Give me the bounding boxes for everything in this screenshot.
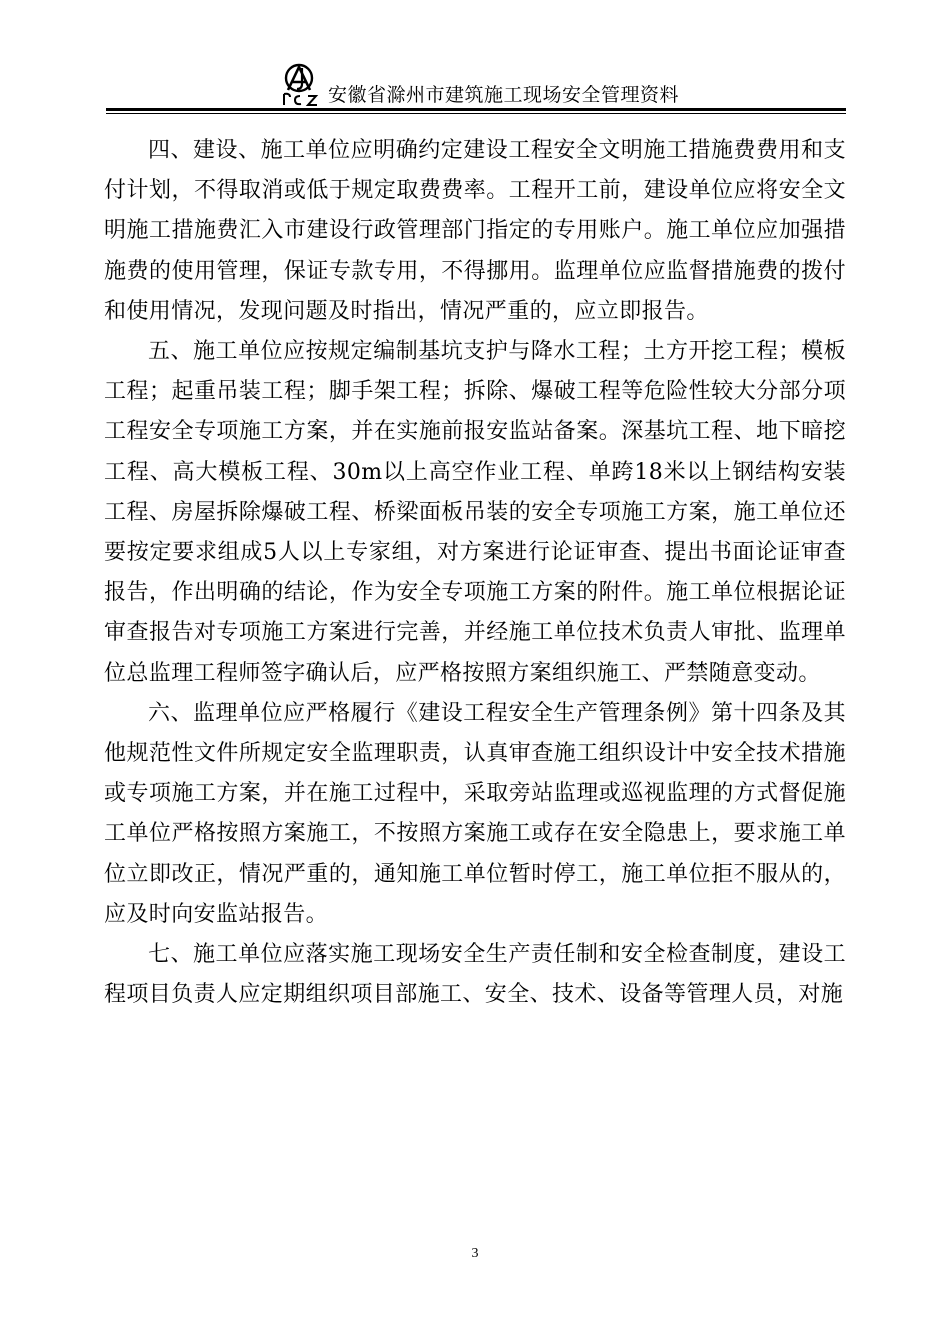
- ajcz-logo-icon: [278, 62, 324, 106]
- page-number: 3: [471, 1246, 479, 1261]
- document-body: [104, 131, 846, 1015]
- paragraph-section-6: 六、监理单位应严格履行《建设工程安全生产管理条例》第十四条及其他规范性文件所规定安全监理职责，认真审查施工组织设计中安全技术措施或专项施工方案，并在施工过程中，采取旁站监理或巡视监理的方式督促施工单位严格按照方案施工，不按照方案施工或存在安全隐患上，要求施工单位立即改正，情况严重的，通知施工单位暂时停工，施工单位拒不服从的，应及时向安监站报告。: [104, 700, 846, 927]
- page-header: [106, 60, 846, 110]
- paragraph-section-7: 七、施工单位应落实施工现场安全生产责任制和安全检查制度，建设工程项目负责人应定期组织项目部施工、安全、技术、设备等管理人员，对施: [104, 942, 846, 1008]
- header-title: 安徽省滁州市建筑施工现场安全管理资料: [328, 84, 680, 106]
- header-divider: [106, 108, 846, 114]
- paragraph-section-4: 四、建设、施工单位应明确约定建设工程安全文明施工措施费费用和支付计划，不得取消或低于规定取费费率。工程开工前，建设单位应将安全文明施工措施费汇入市建设行政管理部门指定的专用账户。施工单位应加强措施费的使用管理，保证专款专用，不得挪用。监理单位应监督措施费的拨付和使用情况，发现问题及时指出，情况严重的，应立即报告。: [104, 138, 846, 324]
- paragraph-section-5: 五、施工单位应按规定编制基坑支护与降水工程；土方开挖工程；模板工程；起重吊装工程；脚手架工程；拆除、爆破工程等危险性较大分部分项工程安全专项施工方案，并在实施前报安监站备案。深基坑工程、地下暗挖工程、高大模板工程、30m以上高空作业工程、单跨18米以上钢结构安装工程、房屋拆除爆破工程、桥梁面板吊装的安全专项施工方案，施工单位还要按定要求组成5人以上专家组，对方案进行论证审查、提出书面论证审查报告，作出明确的结论，作为安全专项施工方案的附件。施工单位根据论证审查报告对专项施工方案进行完善，并经施工单位技术负责人审批、监理单位总监理工程师签字确认后，应严格按照方案组织施工、严禁随意变动。: [104, 339, 846, 686]
